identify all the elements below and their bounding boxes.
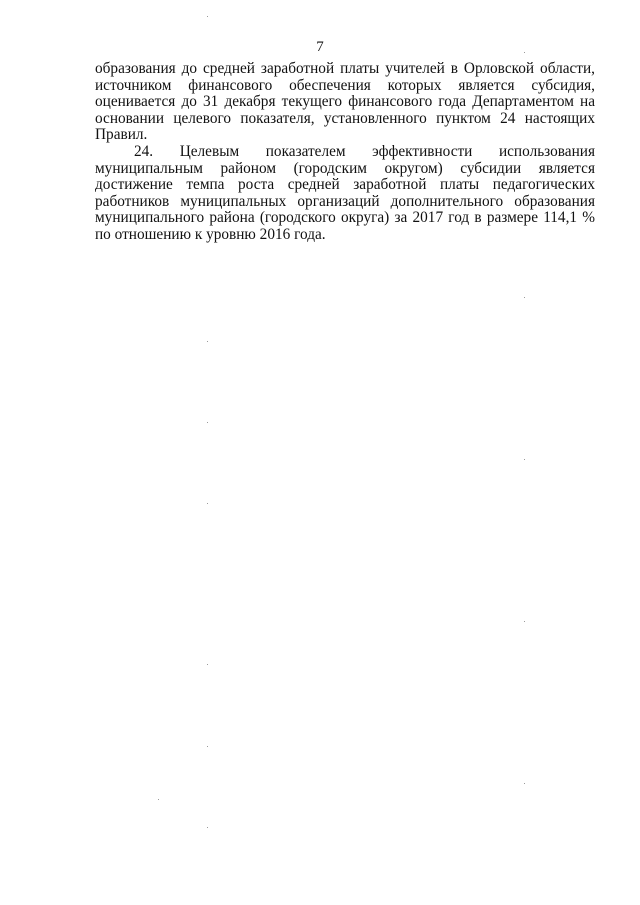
scan-speck <box>524 783 525 784</box>
scan-speck <box>158 799 159 800</box>
scan-speck <box>207 16 208 17</box>
scan-speck <box>524 621 525 622</box>
document-body <box>95 61 595 244</box>
paragraph-item-24: 24. Целевым показателем эффективности использования муниципальным районом (городским округом) субсидии является достижение темпа роста средней заработной платы педагогических работников муниципальных организаций дополнительного образования муниципального района (городского округа) за 2017 год в размере 114,1 % по отношению к уровню 2016 года. <box>95 142 595 243</box>
scan-speck <box>207 827 208 828</box>
scan-speck <box>207 746 208 747</box>
scan-speck <box>207 664 208 665</box>
scan-speck <box>207 422 208 423</box>
page-number: 7 <box>316 39 324 55</box>
scan-speck <box>207 503 208 504</box>
scan-speck <box>524 52 525 53</box>
scan-speck <box>524 297 525 298</box>
scan-speck <box>524 459 525 460</box>
scan-speck <box>207 341 208 342</box>
paragraph-continuation: образования до средней заработной платы учителей в Орловской области, источником финансового обеспечения которых является субсидия, оценивается до 31 декабря текущего финансового года Департаментом на основании целевого показателя, установленного пунктом 24 настоящих Правил. <box>95 60 595 144</box>
